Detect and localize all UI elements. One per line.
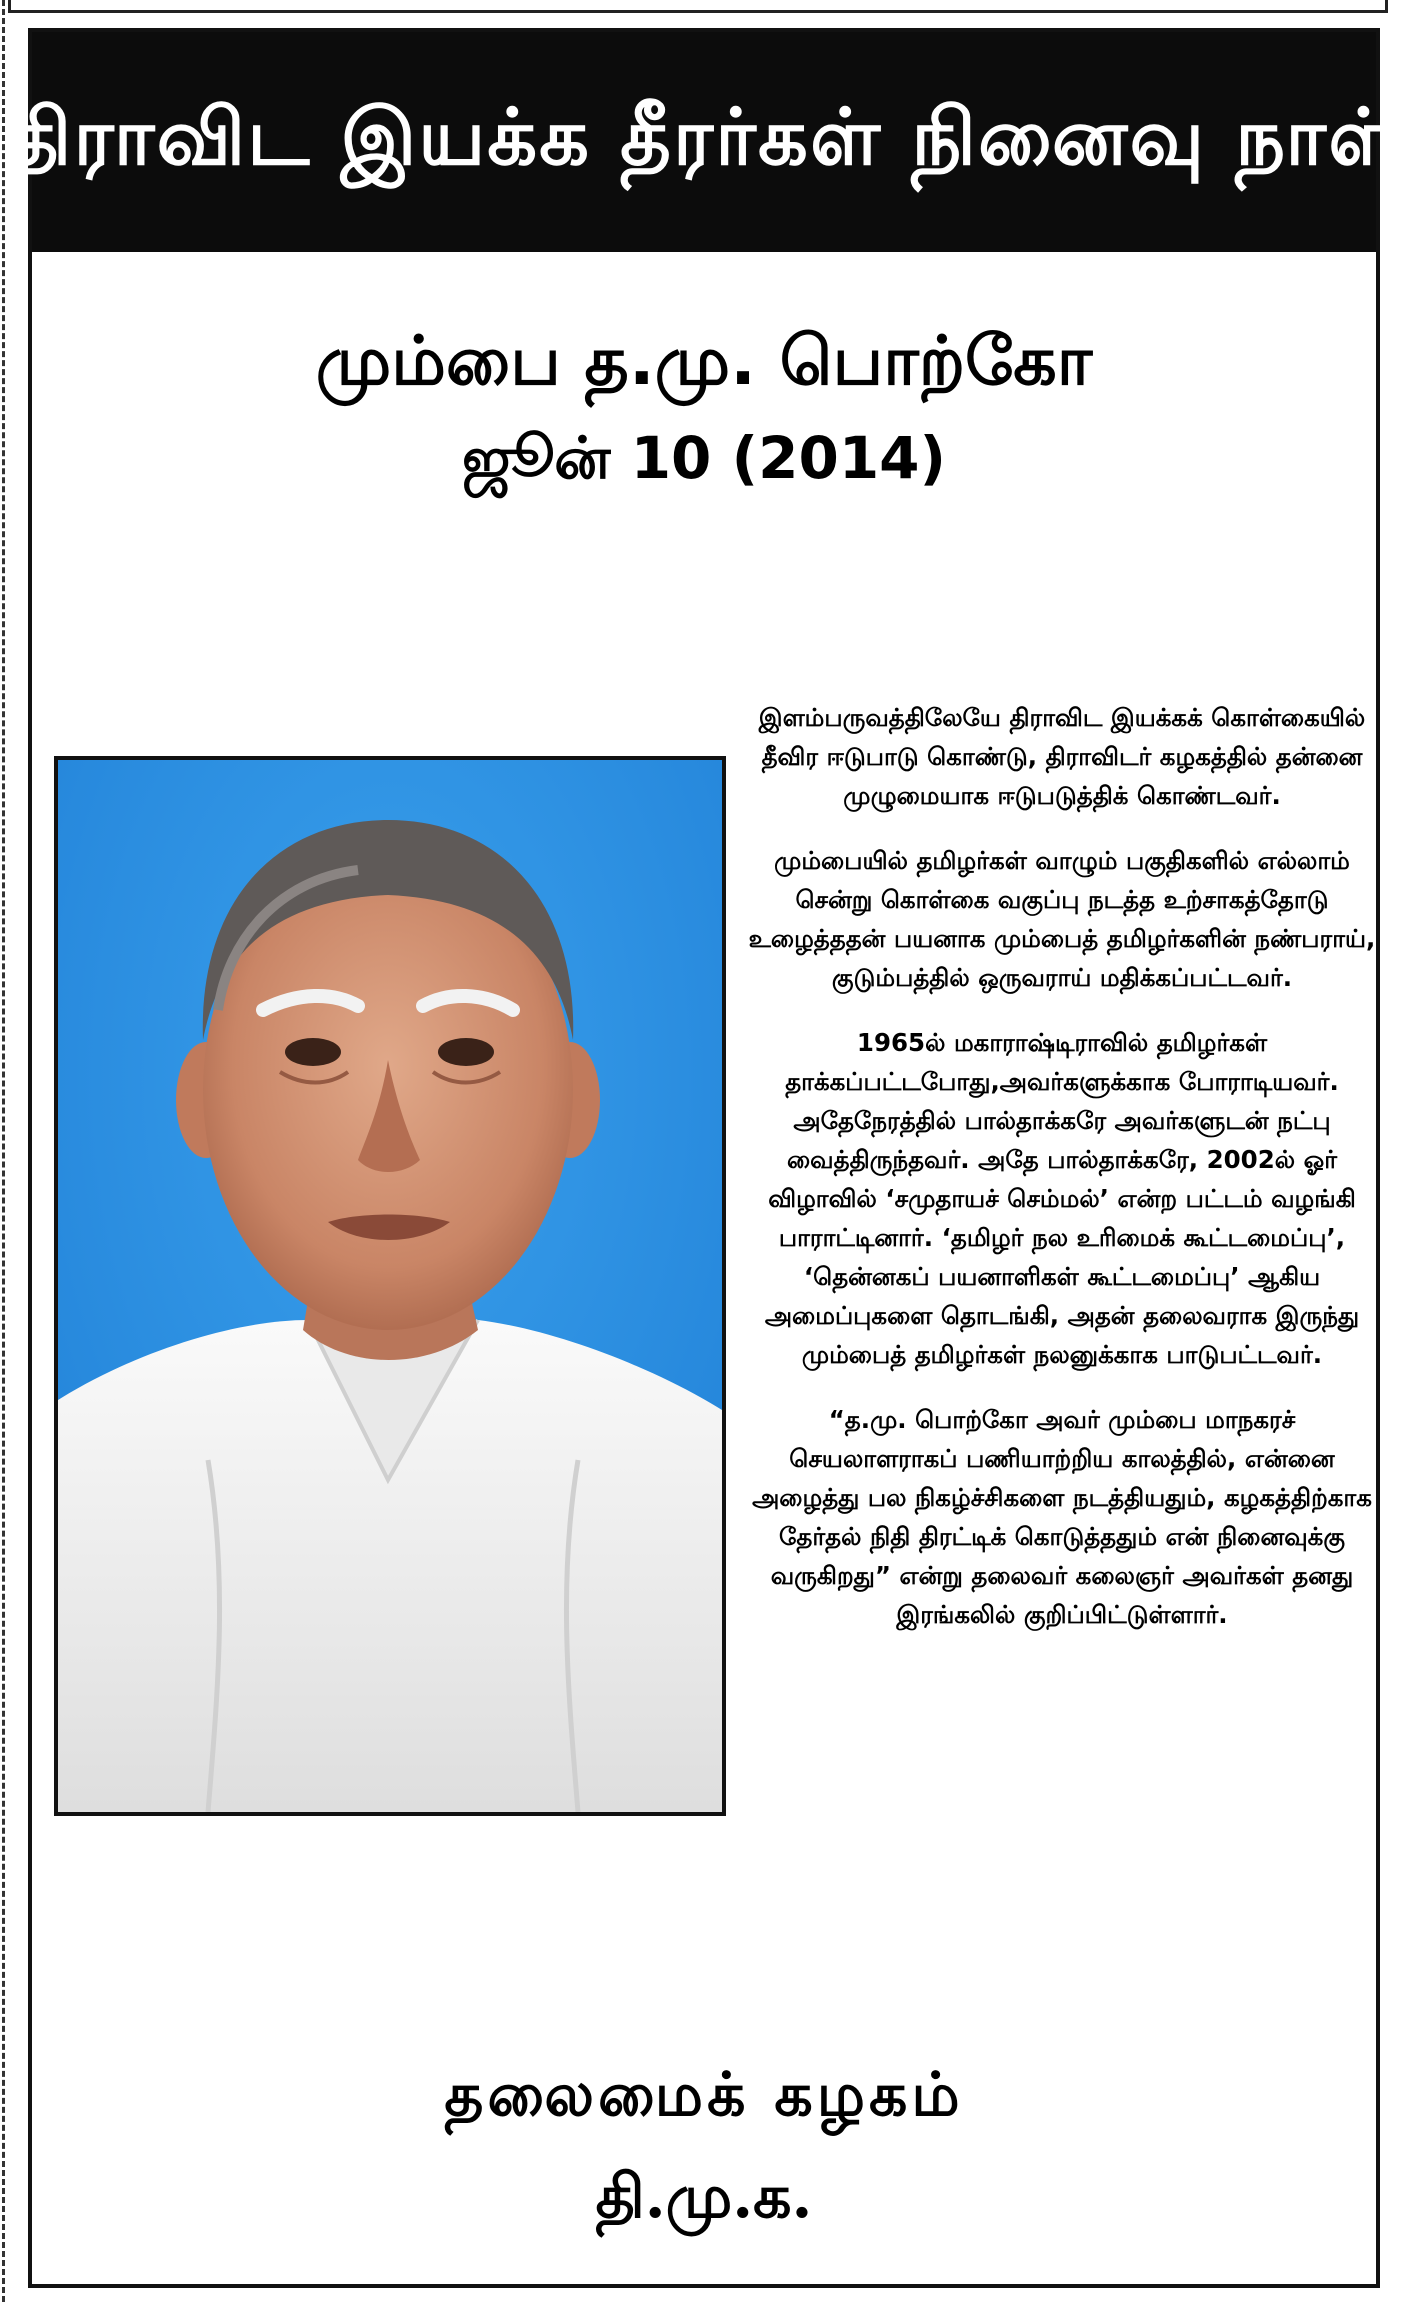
person-name: மும்பை த.மு. பொற்கோ xyxy=(315,322,1093,401)
bio-paragraph: 1965ல் மகாராஷ்டிராவில் தமிழர்கள் தாக்கப்பட்டபோது,அவர்களுக்காக போராடியவர். அதேநேரத்தில் பால்தாக்கரே அவர்களுடன் நட்பு வைத்திருந்தவர். அதே பால்தாக்கரே, 2002ல் ஓர் விழாவில் ‘சமுதாயச் செம்மல்’ என்ற பட்டம் வழங்கி பாராட்டினார். ‘தமிழர் நல உரிமைக் கூட்டமைப்பு’, ‘தென்னகப் பயனாளிகள் கூட்டமைப்பு’ ஆகிய அமைப்புகளை தொடங்கி, அதன் தலைவராக இருந்து மும்பைத் தமிழர்கள் நலனுக்காக பாடுபட்டவர். xyxy=(764,1028,1360,1369)
bio-paragraph: இளம்பருவத்திலேயே திராவிட இயக்கக் கொள்கையில் தீவிர ஈடுபாடு கொண்டு, திராவிடர் கழகத்தில் தன்னை முழுமையாக ஈடுபடுத்திக் கொண்டவர். xyxy=(758,703,1366,810)
portrait-photo xyxy=(54,756,726,1816)
memorial-date: ஜூன் 10 (2014) xyxy=(461,424,947,492)
portrait-photo-icon xyxy=(58,760,722,1812)
footer-party-name: தி.மு.க. xyxy=(595,2162,813,2232)
bio-paragraph: மும்பையில் தமிழர்கள் வாழும் பகுதிகளில் எல்லாம் சென்று கொள்கை வகுப்பு நடத்த உற்சாகத்தோடு உழைத்ததன் பயனாக மும்பைத் தமிழர்களின் நண்பராய், குடும்பத்தில் ஒருவராய் மதிக்கப்பட்டவர். xyxy=(748,846,1376,992)
bio-paragraph: “த.மு. பொற்கோ அவர் மும்பை மாநகரச் செயலாளராகப் பணியாற்றிய காலத்தில், என்னை அழைத்து பல நிகழ்ச்சிகளை நடத்தியதும், கழகத்திற்காக தேர்தல் நிதி திரட்டிக் கொடுத்ததும் என் நினைவுக்கு வருகிறது” என்று தலைவர் கலைஞர் அவர்கள் தனது இரங்கலில் குறிப்பிட்டுள்ளார். xyxy=(752,1405,1372,1629)
biography xyxy=(744,698,1380,1660)
top-frame xyxy=(8,0,1388,13)
banner-title: திராவிட இயக்க தீரர்கள் நினைவு நாள் xyxy=(7,91,1401,183)
banner xyxy=(7,32,1401,252)
page-edge-dashed-border xyxy=(2,0,5,2302)
memorial-ad xyxy=(7,28,1401,2288)
footer-organization: தலைமைக் கழகம் xyxy=(444,2060,964,2130)
